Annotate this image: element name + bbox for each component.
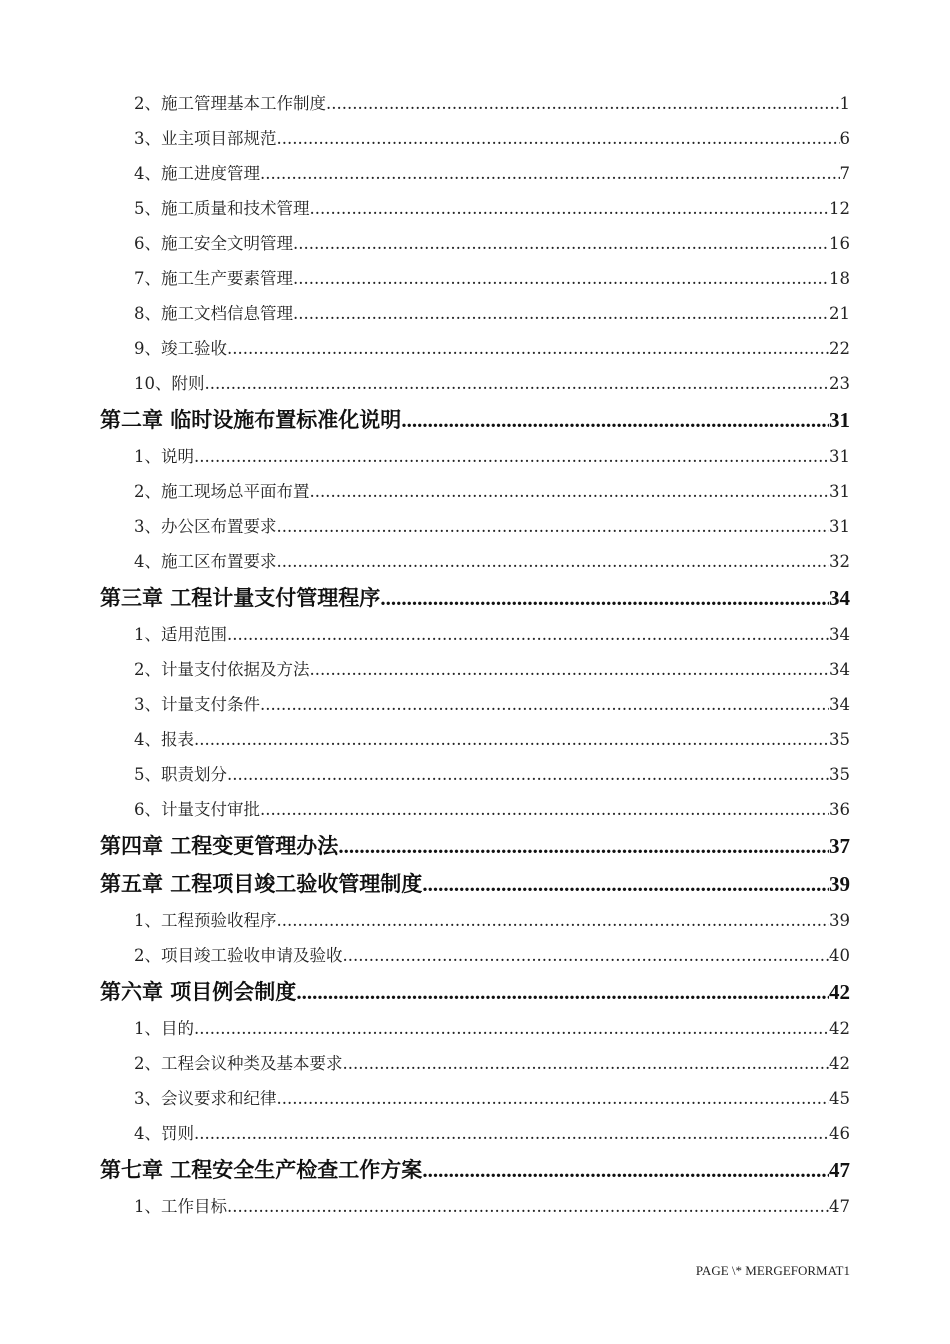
toc-page-number: 34 [829,660,850,679]
toc-entry-title: 8、施工文档信息管理 [134,304,293,323]
toc-page-number: 36 [829,800,850,819]
toc-entry-title: 4、罚则 [134,1124,194,1143]
toc-section-entry[interactable] [100,121,850,156]
toc-section-entry[interactable] [100,296,850,331]
toc-page-number: 18 [829,269,850,288]
toc-page-number: 31 [829,517,850,536]
toc-leader-dots [343,938,830,973]
toc-entry-title: 1、工程预验收程序 [134,911,277,930]
toc-entry-title: 3、计量支付条件 [134,695,260,714]
toc-entry-title: 4、施工进度管理 [134,164,260,183]
toc-entry-title: 4、报表 [134,730,194,749]
toc-entry-title: 10、附则 [134,374,205,393]
toc-chapter-entry[interactable] [100,865,850,903]
toc-entry-title: 1、目的 [134,1019,194,1038]
toc-section-entry[interactable] [100,509,850,544]
toc-entry-title: 1、工作目标 [134,1197,227,1216]
toc-page-number: 42 [829,980,850,1004]
toc-entry-title: 2、施工现场总平面布置 [134,482,310,501]
toc-leader-dots [194,722,829,757]
toc-page-number: 23 [829,374,850,393]
toc-leader-dots [326,86,840,121]
toc-entry-title: 1、适用范围 [134,625,227,644]
toc-chapter-entry[interactable] [100,1151,850,1189]
toc-page-number: 45 [829,1089,850,1108]
page-footer: PAGE \* MERGEFORMAT1 [695,1263,850,1278]
toc-page-number: 32 [829,552,850,571]
toc-section-entry[interactable] [100,1116,850,1151]
toc-entry-title: 第三章 工程计量支付管理程序 [100,586,381,610]
toc-leader-dots [260,156,840,191]
toc-chapter-entry[interactable] [100,827,850,865]
toc-section-entry[interactable] [100,226,850,261]
toc-section-entry[interactable] [100,544,850,579]
toc-entry-title: 6、施工安全文明管理 [134,234,293,253]
toc-page-number: 35 [829,765,850,784]
toc-entry-title: 5、职责划分 [134,765,227,784]
toc-leader-dots [296,973,829,1011]
toc-leader-dots [194,1116,829,1151]
toc-leader-dots [310,474,830,509]
toc-chapter-entry[interactable] [100,973,850,1011]
toc-leader-dots [277,903,830,938]
toc-page-number: 7 [839,164,850,183]
toc-leader-dots [401,401,829,439]
toc-entry-title: 7、施工生产要素管理 [134,269,293,288]
toc-leader-dots [277,1081,830,1116]
toc-section-entry[interactable] [100,191,850,226]
toc-leader-dots [310,191,830,226]
toc-leader-dots [260,792,829,827]
toc-section-entry[interactable] [100,792,850,827]
toc-section-entry[interactable] [100,687,850,722]
toc-entry-title: 3、办公区布置要求 [134,517,277,536]
toc-section-entry[interactable] [100,474,850,509]
toc-section-entry[interactable] [100,722,850,757]
toc-entry-title: 3、会议要求和纪律 [134,1089,277,1108]
toc-leader-dots [293,296,829,331]
toc-leader-dots [293,226,829,261]
toc-entry-title: 9、竣工验收 [134,339,227,358]
toc-entry-title: 5、施工质量和技术管理 [134,199,310,218]
toc-page-number: 35 [829,730,850,749]
toc-page-number: 16 [829,234,850,253]
toc-chapter-entry[interactable] [100,579,850,617]
toc-page-number: 34 [829,625,850,644]
toc-section-entry[interactable] [100,617,850,652]
toc-leader-dots [343,1046,830,1081]
toc-section-entry[interactable] [100,1189,850,1224]
toc-entry-title: 3、业主项目部规范 [134,129,277,148]
toc-entry-title: 2、工程会议种类及基本要求 [134,1054,343,1073]
toc-section-entry[interactable] [100,938,850,973]
toc-section-entry[interactable] [100,331,850,366]
toc-leader-dots [194,1011,829,1046]
toc-section-entry[interactable] [100,1046,850,1081]
toc-section-entry[interactable] [100,757,850,792]
toc-leader-dots [380,579,829,617]
toc-entry-title: 第六章 项目例会制度 [100,980,297,1004]
toc-entry-title: 6、计量支付审批 [134,800,260,819]
toc-section-entry[interactable] [100,903,850,938]
toc-page-number: 12 [829,199,850,218]
toc-entry-title: 2、计量支付依据及方法 [134,660,310,679]
toc-page-number: 39 [829,872,850,896]
toc-page-number: 31 [829,447,850,466]
toc-leader-dots [277,121,840,156]
toc-section-entry[interactable] [100,86,850,121]
toc-section-entry[interactable] [100,652,850,687]
toc-entry-title: 第七章 工程安全生产检查工作方案 [100,1158,423,1182]
toc-page-number: 39 [829,911,850,930]
toc-entry-title: 1、说明 [134,447,194,466]
toc-leader-dots [227,331,829,366]
toc-section-entry[interactable] [100,366,850,401]
toc-leader-dots [227,757,829,792]
toc-page-number: 46 [829,1124,850,1143]
toc-entry-title: 第四章 工程变更管理办法 [100,834,339,858]
toc-section-entry[interactable] [100,156,850,191]
toc-leader-dots [205,366,830,401]
toc-entry-title: 第五章 工程项目竣工验收管理制度 [100,872,423,896]
toc-leader-dots [293,261,829,296]
toc-leader-dots [227,617,829,652]
toc-leader-dots [277,544,830,579]
toc-leader-dots [277,509,830,544]
toc-section-entry[interactable] [100,261,850,296]
toc-entry-title: 4、施工区布置要求 [134,552,277,571]
toc-page-number: 40 [829,946,850,965]
toc-page-number: 47 [829,1158,850,1182]
toc-page-number: 1 [839,94,850,113]
table-of-contents [100,86,850,1224]
toc-page-number: 6 [839,129,850,148]
toc-page-number: 42 [829,1054,850,1073]
toc-page-number: 37 [829,834,850,858]
toc-page-number: 42 [829,1019,850,1038]
toc-leader-dots [227,1189,829,1224]
toc-leader-dots [310,652,830,687]
toc-chapter-entry[interactable] [100,401,850,439]
toc-page-number: 22 [829,339,850,358]
toc-leader-dots [338,827,829,865]
toc-entry-title: 2、施工管理基本工作制度 [134,94,326,113]
toc-section-entry[interactable] [100,1011,850,1046]
toc-leader-dots [422,1151,829,1189]
toc-page-number: 31 [829,482,850,501]
toc-page-number: 34 [829,695,850,714]
toc-page-number: 34 [829,586,850,610]
toc-page-number: 21 [829,304,850,323]
toc-page-number: 31 [829,408,850,432]
toc-entry-title: 2、项目竣工验收申请及验收 [134,946,343,965]
toc-leader-dots [422,865,829,903]
toc-leader-dots [194,439,829,474]
toc-section-entry[interactable] [100,1081,850,1116]
toc-section-entry[interactable] [100,439,850,474]
toc-leader-dots [260,687,829,722]
toc-page-number: 47 [829,1197,850,1216]
toc-entry-title: 第二章 临时设施布置标准化说明 [100,408,402,432]
